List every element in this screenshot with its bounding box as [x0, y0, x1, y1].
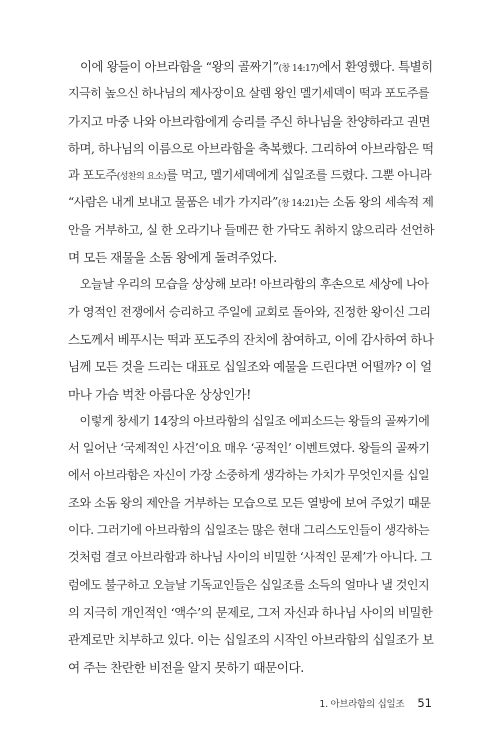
line-segment: 가지고 마중 나와 아브라함에게 승리를 주신 하나님을 찬양하라고 권면 — [68, 113, 430, 129]
line-segment: 가 영적인 전쟁에서 승리하고 주일에 교회로 돌아와, 진정한 왕이신 그리 — [68, 304, 431, 319]
line-segment: 에서 환영했다. 특별히 — [318, 59, 433, 74]
text-line — [68, 544, 434, 571]
text-line — [68, 299, 434, 326]
text-line — [68, 381, 434, 408]
text-line — [68, 326, 434, 353]
text-line — [68, 654, 434, 681]
citation-text: (창 14:17) — [278, 64, 319, 74]
line-segment: 마나 가슴 벅찬 아름다운 상상인가! — [68, 386, 251, 402]
line-segment: 관계로만 치부하고 있다. 이는 십일조의 시작인 아브라함의 십일조가 보 — [68, 632, 434, 648]
line-segment: 여 주는 찬란한 비전을 알지 못하기 때문이다. — [68, 659, 304, 675]
text-line — [68, 271, 434, 298]
text-line — [68, 244, 434, 271]
text-line — [68, 53, 434, 80]
line-segment: 이에 왕들이 아브라함을 “왕의 골짜기” — [68, 59, 279, 74]
paragraph — [68, 408, 434, 681]
text-line — [68, 626, 434, 653]
text-line — [68, 189, 434, 216]
line-segment: 는 소돔 왕의 세속적 제 — [317, 195, 434, 210]
citation-text: (성찬의 요소) — [116, 172, 167, 183]
paragraph — [68, 53, 434, 271]
line-segment: 의 지극히 개인적인 ‘액수’의 문제로, 그저 자신과 하나님 사이의 비밀한 — [68, 604, 433, 620]
text-line — [68, 217, 434, 244]
line-segment: 님께 모든 것을 드리는 대표로 십일조와 예물을 드린다면 어떨까? 이 얼 — [68, 359, 432, 375]
text-line — [68, 408, 434, 435]
line-segment: “사람은 내게 보내고 물품은 네가 가지라” — [68, 195, 278, 210]
line-segment: 스도께서 베푸시는 떡과 포도주의 잔치에 참여하고, 이에 감사하여 하나 — [68, 331, 434, 347]
text-line — [68, 80, 434, 107]
footer-page-number: 51 — [417, 696, 432, 710]
line-segment: 이렇게 창세기 14장의 아브라함의 십일조 에피소드는 왕들의 골짜기에 — [68, 413, 430, 428]
line-segment: 하며, 하나님의 이름으로 아브라함을 축복했다. 그리하여 아브라함은 떡 — [68, 140, 434, 156]
text-line — [68, 490, 434, 517]
line-segment: 를 먹고, 멜기세덱에게 십일조를 드렸다. 그뿐 아니라 — [166, 168, 432, 183]
footer-chapter-title: 1. 아브라함의 십일조 — [319, 699, 405, 710]
text-line — [68, 572, 434, 599]
line-segment: 과 포도주 — [68, 168, 117, 183]
citation-text: (창 14:21) — [277, 199, 318, 210]
line-segment: 안을 거부하고, 실 한 오라기나 들메끈 한 가닥도 취하지 않으리라 선언하 — [68, 222, 435, 237]
text-line — [68, 462, 434, 489]
line-segment: 에서 아브라함은 자신이 가장 소중하게 생각하는 가치가 무엇인지를 십일 — [68, 468, 430, 483]
text-line — [68, 517, 434, 544]
line-segment: 오늘날 우리의 모습을 상상해 보라! 아브라함의 후손으로 세상에 나아 — [68, 277, 429, 292]
line-segment: 이다. 그러기에 아브라함의 십일조는 많은 현대 그리스도인들이 생각하는 — [68, 523, 430, 538]
line-segment: 서 일어난 ‘국제적인 사건’이요 매우 ‘공적인’ 이벤트였다. 왕들의 골짜기 — [68, 441, 430, 456]
line-segment: 럼에도 불구하고 오늘날 기독교인들은 십일조를 소득의 얼마나 낼 것인지 — [68, 577, 430, 592]
text-line — [68, 435, 434, 462]
text-line — [68, 162, 434, 189]
text-line — [68, 599, 434, 626]
body-text — [68, 53, 434, 681]
line-segment: 지극히 높으신 하나님의 제사장이요 살렘 왕인 멜기세덱이 떡과 포도주를 — [68, 86, 430, 101]
paragraph — [68, 271, 434, 407]
text-line — [68, 135, 434, 162]
text-line — [68, 353, 434, 380]
line-segment: 며 모든 재물을 소돔 왕에게 돌려주었다. — [68, 250, 277, 266]
line-segment: 조와 소돔 왕의 제안을 거부하는 모습으로 모든 열방에 보여 주었기 때문 — [68, 495, 431, 510]
line-segment: 것처럼 결코 아브라함과 하나님 사이의 비밀한 ‘사적인 문제’가 아니다. 그 — [68, 550, 432, 565]
text-line — [68, 108, 434, 135]
page-footer — [319, 692, 432, 711]
